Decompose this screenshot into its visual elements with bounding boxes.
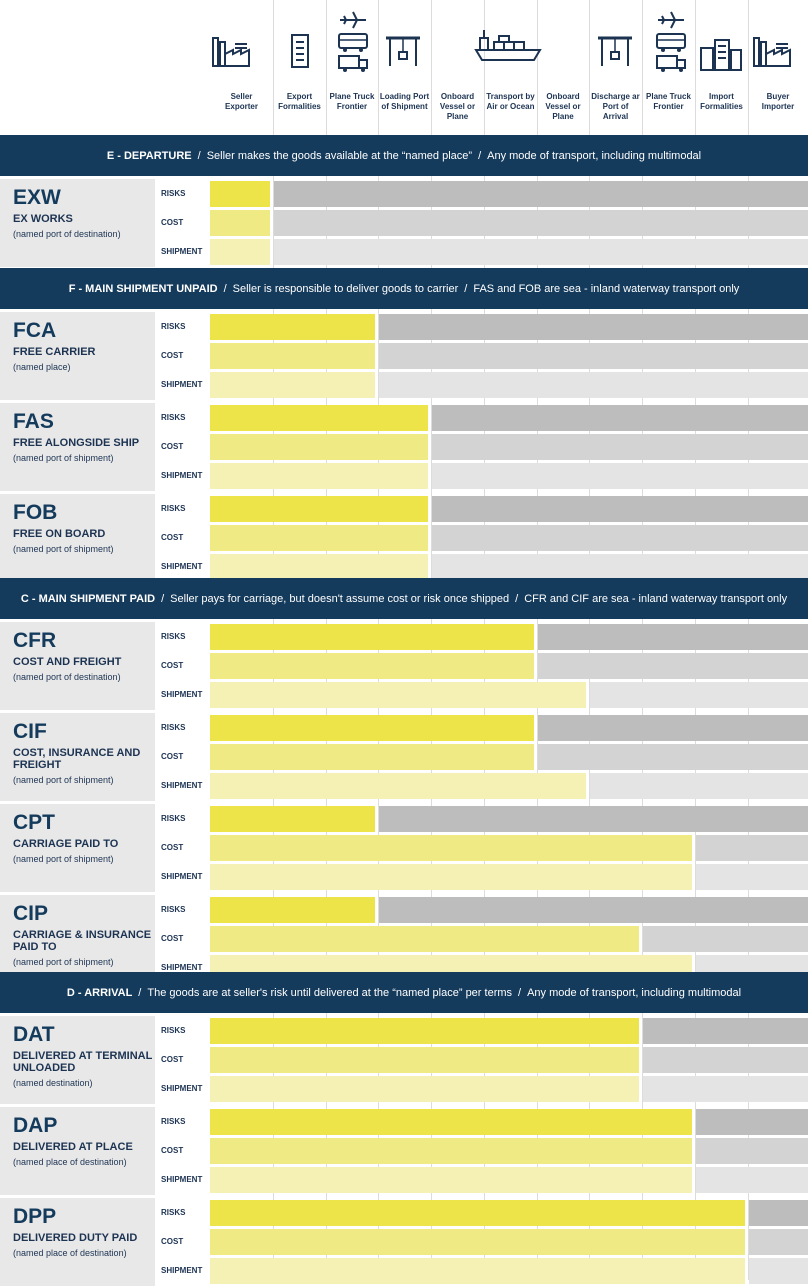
section-description: Seller makes the goods available at the “named place” bbox=[206, 149, 473, 162]
term-name: FREE ON BOARD bbox=[13, 528, 106, 540]
row-label-shipment: SHIPMENT bbox=[155, 239, 210, 265]
step-label-8: Discharge ar Port of Arrival bbox=[591, 92, 640, 121]
term-note: (named port of shipment) bbox=[13, 957, 114, 967]
step-label-6: Transport by Air or Ocean bbox=[486, 92, 535, 111]
section-description: Seller pays for carriage, but doesn't assume cost or risk once shipped bbox=[170, 592, 510, 605]
buyer-bar-shipment bbox=[749, 1258, 808, 1284]
buyer-bar-cost bbox=[538, 744, 808, 770]
buyer-bar-risks bbox=[538, 624, 808, 650]
term-name: CARRIAGE PAID TO bbox=[13, 838, 119, 850]
term-note: (named destination) bbox=[13, 1078, 93, 1088]
seller-bar-shipment bbox=[210, 773, 586, 799]
factory-icon bbox=[211, 32, 251, 77]
term-code: CIP bbox=[13, 902, 49, 925]
seller-bar-risks bbox=[210, 1200, 745, 1226]
buyer-bar-risks bbox=[274, 181, 808, 207]
term-block-cpt bbox=[0, 804, 155, 892]
seller-bar-risks bbox=[210, 806, 375, 832]
seller-bar-shipment bbox=[210, 239, 270, 265]
section-description: Seller is responsible to deliver goods to carrier bbox=[232, 282, 459, 295]
row-label-risks: RISKS bbox=[155, 806, 210, 832]
row-label-shipment: SHIPMENT bbox=[155, 773, 210, 799]
term-block-exw bbox=[0, 179, 155, 267]
row-label-risks: RISKS bbox=[155, 1018, 210, 1044]
row-label-shipment: SHIPMENT bbox=[155, 682, 210, 708]
seller-bar-cost bbox=[210, 525, 428, 551]
term-block-cif bbox=[0, 713, 155, 801]
seller-bar-shipment bbox=[210, 1258, 745, 1284]
ship-icon bbox=[474, 24, 544, 69]
section-code: E - DEPARTURE bbox=[106, 149, 192, 162]
buyer-bar-risks bbox=[432, 496, 808, 522]
buyer-bar-cost bbox=[274, 210, 808, 236]
term-block-dpp bbox=[0, 1198, 155, 1286]
term-name: DELIVERED DUTY PAID bbox=[13, 1232, 138, 1244]
term-block-fca bbox=[0, 312, 155, 400]
term-code: DPP bbox=[13, 1205, 57, 1228]
step-label-10: Import Formalities bbox=[700, 92, 743, 111]
term-block-fob bbox=[0, 494, 155, 582]
term-note: (named port of destination) bbox=[13, 672, 121, 682]
seller-bar-cost bbox=[210, 1229, 745, 1255]
row-label-shipment: SHIPMENT bbox=[155, 554, 210, 580]
row-label-shipment: SHIPMENT bbox=[155, 864, 210, 890]
separator: / bbox=[197, 149, 201, 162]
section-header-2 bbox=[0, 578, 808, 619]
row-label-cost: COST bbox=[155, 525, 210, 551]
separator: / bbox=[518, 986, 522, 999]
seller-bar-shipment bbox=[210, 682, 586, 708]
term-name: EX WORKS bbox=[13, 213, 73, 225]
separator: / bbox=[515, 592, 519, 605]
seller-bar-shipment bbox=[210, 372, 375, 398]
plane-bus-truck-icon bbox=[654, 8, 688, 79]
row-label-cost: COST bbox=[155, 926, 210, 952]
term-name: COST AND FREIGHT bbox=[13, 656, 122, 668]
separator: / bbox=[223, 282, 227, 295]
buyer-bar-shipment bbox=[643, 1076, 808, 1102]
row-label-cost: COST bbox=[155, 653, 210, 679]
seller-bar-risks bbox=[210, 496, 428, 522]
buyer-bar-shipment bbox=[696, 864, 808, 890]
seller-bar-risks bbox=[210, 897, 375, 923]
seller-bar-shipment bbox=[210, 1167, 692, 1193]
term-code: FCA bbox=[13, 319, 57, 342]
buyer-bar-shipment bbox=[590, 773, 808, 799]
seller-bar-cost bbox=[210, 835, 692, 861]
buyer-bar-shipment bbox=[274, 239, 808, 265]
term-block-dat bbox=[0, 1016, 155, 1104]
document-icon bbox=[287, 32, 313, 77]
section-description-2: Any mode of transport, including multimodal bbox=[527, 986, 742, 999]
term-name: COST, INSURANCE AND FREIGHT bbox=[13, 747, 141, 771]
seller-bar-cost bbox=[210, 653, 534, 679]
plane-bus-truck-icon bbox=[336, 8, 370, 79]
section-description-2: FAS and FOB are sea - inland waterway transport only bbox=[473, 282, 740, 295]
buyer-bar-shipment bbox=[432, 554, 808, 580]
section-code: F - MAIN SHIPMENT UNPAID bbox=[68, 282, 218, 295]
seller-bar-cost bbox=[210, 343, 375, 369]
seller-bar-shipment bbox=[210, 463, 428, 489]
term-note: (named place of destination) bbox=[13, 1248, 127, 1258]
term-code: CFR bbox=[13, 629, 57, 652]
term-code: CPT bbox=[13, 811, 55, 834]
term-code: DAT bbox=[13, 1023, 55, 1046]
term-name: CARRIAGE & INSURANCE PAID TO bbox=[13, 929, 152, 953]
buyer-bar-cost bbox=[538, 653, 808, 679]
seller-bar-risks bbox=[210, 1109, 692, 1135]
step-label-3: Plane Truck Frontier bbox=[329, 92, 375, 111]
row-label-cost: COST bbox=[155, 343, 210, 369]
buyer-bar-risks bbox=[432, 405, 808, 431]
buyer-bar-cost bbox=[749, 1229, 808, 1255]
term-block-cip bbox=[0, 895, 155, 983]
row-label-shipment: SHIPMENT bbox=[155, 463, 210, 489]
row-label-risks: RISKS bbox=[155, 314, 210, 340]
crane-icon bbox=[384, 32, 424, 75]
buyer-bar-cost bbox=[696, 1138, 808, 1164]
section-description: The goods are at seller's risk until delivered at the “named place” per terms bbox=[147, 986, 513, 999]
seller-bar-risks bbox=[210, 181, 270, 207]
term-note: (named port of shipment) bbox=[13, 544, 114, 554]
seller-bar-risks bbox=[210, 314, 375, 340]
row-label-risks: RISKS bbox=[155, 715, 210, 741]
term-note: (named port of shipment) bbox=[13, 453, 114, 463]
seller-bar-cost bbox=[210, 744, 534, 770]
step-label-2: Export Formalities bbox=[278, 92, 321, 111]
term-block-cfr bbox=[0, 622, 155, 710]
step-label-7: Onboard Vessel or Plane bbox=[545, 92, 581, 121]
buyer-bar-shipment bbox=[590, 682, 808, 708]
buyer-bar-shipment bbox=[432, 463, 808, 489]
buildings-icon bbox=[698, 34, 744, 77]
separator: / bbox=[138, 986, 142, 999]
separator: / bbox=[161, 592, 165, 605]
seller-bar-risks bbox=[210, 624, 534, 650]
separator: / bbox=[478, 149, 482, 162]
step-label-4: Loading Port of Shipment bbox=[379, 92, 430, 111]
buyer-bar-cost bbox=[643, 1047, 808, 1073]
buyer-bar-shipment bbox=[696, 1167, 808, 1193]
row-label-risks: RISKS bbox=[155, 181, 210, 207]
seller-bar-shipment bbox=[210, 1076, 639, 1102]
buyer-bar-cost bbox=[432, 525, 808, 551]
step-label-5: Onboard Vessel or Plane bbox=[439, 92, 476, 121]
buyer-bar-risks bbox=[379, 897, 808, 923]
buyer-bar-cost bbox=[643, 926, 808, 952]
seller-bar-cost bbox=[210, 1138, 692, 1164]
step-label-9: Plane Truck Frontier bbox=[646, 92, 691, 111]
row-label-shipment: SHIPMENT bbox=[155, 372, 210, 398]
term-code: CIF bbox=[13, 720, 47, 743]
term-name: DELIVERED AT TERMINAL UNLOADED bbox=[13, 1050, 153, 1074]
seller-bar-risks bbox=[210, 715, 534, 741]
term-block-dap bbox=[0, 1107, 155, 1195]
seller-bar-cost bbox=[210, 1047, 639, 1073]
buyer-bar-risks bbox=[538, 715, 808, 741]
buyer-bar-risks bbox=[379, 314, 808, 340]
section-code: D - ARRIVAL bbox=[66, 986, 133, 999]
seller-bar-cost bbox=[210, 210, 270, 236]
section-header-3 bbox=[0, 972, 808, 1013]
buyer-bar-risks bbox=[643, 1018, 808, 1044]
section-description-2: CFR and CIF are sea - inland waterway transport only bbox=[524, 592, 788, 605]
term-note: (named port of destination) bbox=[13, 229, 121, 239]
term-name: FREE ALONGSIDE SHIP bbox=[13, 437, 140, 449]
seller-bar-shipment bbox=[210, 554, 428, 580]
section-description-2: Any mode of transport, including multimodal bbox=[487, 149, 702, 162]
seller-bar-shipment bbox=[210, 864, 692, 890]
row-label-risks: RISKS bbox=[155, 1109, 210, 1135]
term-block-fas bbox=[0, 403, 155, 491]
row-label-shipment: SHIPMENT bbox=[155, 1258, 210, 1284]
separator: / bbox=[464, 282, 468, 295]
row-label-cost: COST bbox=[155, 1047, 210, 1073]
buyer-bar-cost bbox=[696, 835, 808, 861]
row-label-risks: RISKS bbox=[155, 897, 210, 923]
term-name: FREE CARRIER bbox=[13, 346, 96, 358]
row-label-shipment: SHIPMENT bbox=[155, 1076, 210, 1102]
term-code: DAP bbox=[13, 1114, 58, 1137]
row-label-cost: COST bbox=[155, 1138, 210, 1164]
row-label-risks: RISKS bbox=[155, 496, 210, 522]
step-label-1: Seller Exporter bbox=[225, 92, 258, 111]
term-name: DELIVERED AT PLACE bbox=[13, 1141, 133, 1153]
step-label-11: Buyer Importer bbox=[761, 92, 795, 111]
section-header-1 bbox=[0, 268, 808, 309]
buyer-bar-risks bbox=[379, 806, 808, 832]
term-code: EXW bbox=[13, 186, 61, 209]
buyer-bar-cost bbox=[432, 434, 808, 460]
section-header-0 bbox=[0, 135, 808, 176]
section-code: C - MAIN SHIPMENT PAID bbox=[20, 592, 156, 605]
buyer-bar-cost bbox=[379, 343, 808, 369]
seller-bar-risks bbox=[210, 1018, 639, 1044]
row-label-cost: COST bbox=[155, 210, 210, 236]
row-label-cost: COST bbox=[155, 1229, 210, 1255]
buyer-bar-shipment bbox=[379, 372, 808, 398]
seller-bar-risks bbox=[210, 405, 428, 431]
term-code: FAS bbox=[13, 410, 54, 433]
term-note: (named port of shipment) bbox=[13, 775, 114, 785]
row-label-risks: RISKS bbox=[155, 1200, 210, 1226]
row-label-cost: COST bbox=[155, 835, 210, 861]
row-label-cost: COST bbox=[155, 744, 210, 770]
term-note: (named place) bbox=[13, 362, 71, 372]
row-label-shipment: SHIPMENT bbox=[155, 955, 210, 981]
crane-icon bbox=[596, 32, 636, 75]
factory-icon bbox=[752, 32, 792, 77]
row-label-risks: RISKS bbox=[155, 624, 210, 650]
row-label-shipment: SHIPMENT bbox=[155, 1167, 210, 1193]
term-note: (named place of destination) bbox=[13, 1157, 127, 1167]
term-code: FOB bbox=[13, 501, 58, 524]
term-note: (named port of shipment) bbox=[13, 854, 114, 864]
row-label-risks: RISKS bbox=[155, 405, 210, 431]
row-label-cost: COST bbox=[155, 434, 210, 460]
buyer-bar-risks bbox=[749, 1200, 808, 1226]
seller-bar-cost bbox=[210, 926, 639, 952]
buyer-bar-risks bbox=[696, 1109, 808, 1135]
seller-bar-cost bbox=[210, 434, 428, 460]
